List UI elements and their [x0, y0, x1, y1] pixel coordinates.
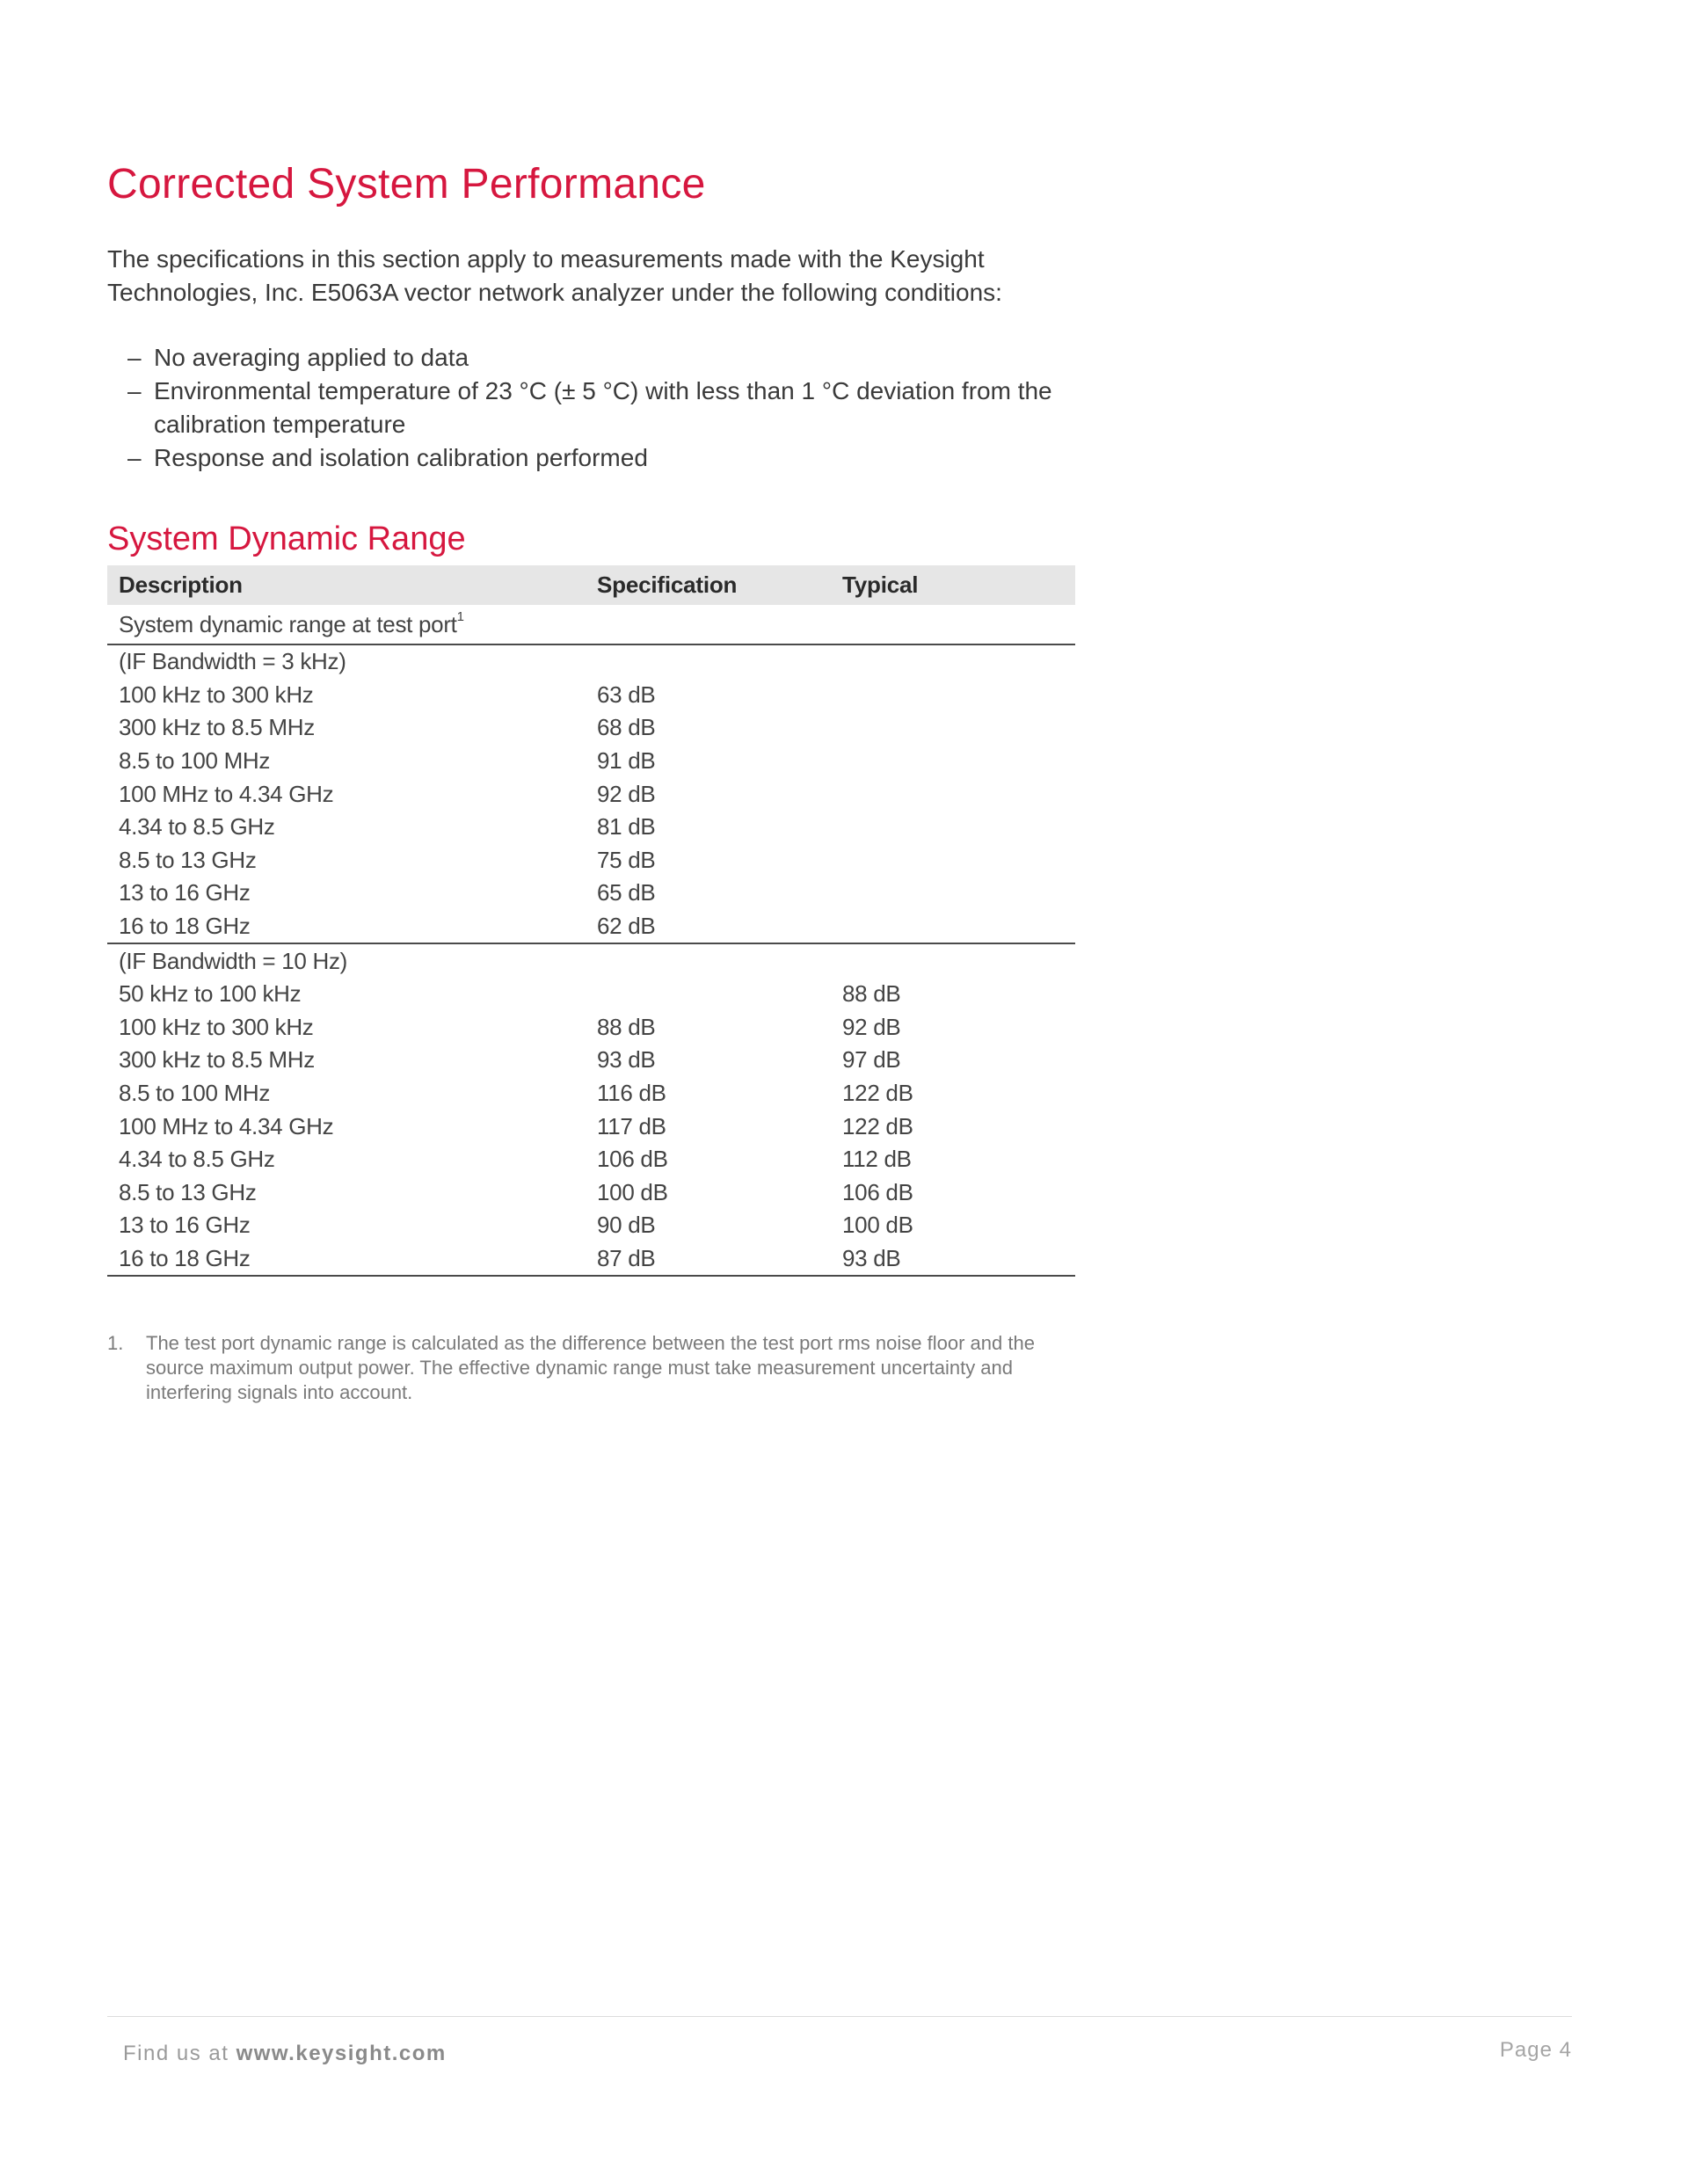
cell-range: 4.34 to 8.5 GHz	[119, 813, 275, 841]
cell-range: 8.5 to 100 MHz	[119, 747, 271, 775]
cell-typical: 122 dB	[842, 1112, 913, 1139]
condition-text: No averaging applied to data	[154, 344, 469, 371]
cell-typical: 97 dB	[842, 1046, 901, 1074]
cell-typical: 122 dB	[842, 1080, 913, 1107]
cell-range: 100 kHz to 300 kHz	[119, 1013, 314, 1040]
cell-typical: 100 dB	[842, 1212, 913, 1239]
cell-range: 13 to 16 GHz	[119, 1212, 251, 1239]
cell-specification: 63 dB	[597, 681, 656, 708]
cell-range: 100 kHz to 300 kHz	[119, 681, 314, 708]
cell-specification: 87 dB	[586, 1242, 831, 1277]
conditions-list	[107, 341, 1110, 475]
footer-find-prefix: Find us at	[123, 2042, 229, 2065]
header-typical: Typical	[831, 565, 1075, 605]
table-row	[107, 1077, 1075, 1110]
cell-specification: 65 dB	[597, 879, 656, 906]
cell-range: 300 kHz to 8.5 MHz	[119, 714, 315, 741]
table-subtitle: System dynamic range at test port	[119, 610, 457, 637]
table-header-row	[107, 565, 1075, 605]
cell-range: 300 kHz to 8.5 MHz	[119, 1046, 315, 1074]
cell-specification: 88 dB	[597, 1013, 656, 1040]
table-row	[107, 1110, 1075, 1143]
condition-text: Response and isolation calibration performed	[154, 444, 648, 471]
table-subtitle-cell	[107, 605, 1075, 644]
dynamic-range-table	[107, 565, 1075, 1277]
cell-typical	[831, 910, 1075, 944]
footnote-ref: 1	[456, 608, 464, 624]
cell-typical	[831, 844, 1075, 877]
cell-specification: 75 dB	[597, 846, 656, 873]
cell-range: 100 MHz to 4.34 GHz	[119, 1112, 334, 1139]
cell-range: 16 to 18 GHz	[107, 1242, 586, 1277]
intro-paragraph: The specifications in this section apply to measurements made with the Keysight Technologies, Inc. E5063A vector network analyzer under the following conditions:	[107, 245, 1002, 306]
table-row	[107, 811, 1075, 844]
cell-specification: 62 dB	[586, 910, 831, 944]
cell-typical: 112 dB	[842, 1146, 912, 1173]
condition-text: Environmental temperature of 23 °C (± 5 °C) with less than 1 °C deviation from the calibration temperature	[154, 377, 1052, 438]
cell-range: 13 to 16 GHz	[119, 879, 251, 906]
cell-typical	[831, 679, 1075, 712]
cell-typical	[831, 877, 1075, 910]
footnote-text: The test port dynamic range is calculated as the difference between the test port rms noise floor and the source maximum output power. The effective dynamic range must take measurement uncertainty and interfering signals into account.	[146, 1332, 1035, 1403]
cell-range: 8.5 to 100 MHz	[119, 1080, 271, 1107]
page-title: Corrected System Performance	[107, 161, 706, 207]
cell-range: 16 to 18 GHz	[107, 910, 586, 944]
table-row	[107, 745, 1075, 778]
cell-range: 8.5 to 13 GHz	[119, 1178, 257, 1205]
cell-specification: 106 dB	[597, 1146, 668, 1173]
page-number: Page 4	[1499, 2038, 1572, 2062]
table-row	[107, 711, 1075, 745]
table-row	[107, 877, 1075, 910]
cell-range: 100 MHz to 4.34 GHz	[119, 780, 334, 807]
group-label-row	[107, 943, 1075, 978]
cell-specification	[586, 978, 831, 1011]
dash-bullet: –	[127, 344, 142, 371]
cell-specification: 117 dB	[597, 1112, 666, 1139]
table-row	[107, 1176, 1075, 1210]
table-row	[107, 1011, 1075, 1045]
group-label: (IF Bandwidth = 3 kHz)	[119, 648, 346, 675]
cell-typical: 106 dB	[842, 1178, 913, 1205]
condition-item	[107, 341, 1110, 375]
table-row	[107, 910, 1075, 944]
footer-find-us	[123, 2042, 447, 2066]
table-row	[107, 1209, 1075, 1242]
cell-typical: 93 dB	[831, 1242, 1075, 1277]
cell-specification: 93 dB	[597, 1046, 656, 1074]
cell-specification: 100 dB	[597, 1178, 668, 1205]
group-label-row	[107, 644, 1075, 679]
cell-specification: 68 dB	[597, 714, 656, 741]
dash-bullet: –	[127, 377, 142, 404]
group-label: (IF Bandwidth = 10 Hz)	[119, 947, 348, 974]
table-row	[107, 777, 1075, 811]
cell-typical	[831, 711, 1075, 745]
footnote-number: 1.	[107, 1332, 124, 1354]
cell-range: 4.34 to 8.5 GHz	[119, 1146, 275, 1173]
condition-item	[107, 441, 1110, 475]
table-row	[107, 1044, 1075, 1077]
table-row	[107, 1143, 1075, 1176]
cell-range: 50 kHz to 100 kHz	[119, 980, 302, 1008]
cell-specification: 116 dB	[597, 1080, 666, 1107]
dash-bullet: –	[127, 444, 142, 471]
group2-body	[107, 978, 1075, 1276]
section-title: System Dynamic Range	[107, 521, 466, 557]
footer-divider	[107, 2016, 1572, 2017]
table-row	[107, 679, 1075, 712]
cell-typical: 92 dB	[842, 1013, 901, 1040]
cell-typical	[831, 745, 1075, 778]
table-row	[107, 844, 1075, 877]
cell-specification: 91 dB	[597, 747, 656, 775]
cell-typical	[831, 777, 1075, 811]
header-specification: Specification	[586, 565, 831, 605]
cell-specification: 90 dB	[597, 1212, 656, 1239]
condition-item	[107, 375, 1110, 441]
cell-typical: 88 dB	[842, 980, 901, 1008]
cell-specification: 81 dB	[597, 813, 656, 841]
table-subtitle-row	[107, 605, 1075, 644]
footer-url-link[interactable]: www.keysight.com	[236, 2042, 447, 2065]
table-row	[107, 1242, 1075, 1277]
table-row	[107, 978, 1075, 1011]
header-description: Description	[107, 565, 586, 605]
cell-specification: 92 dB	[597, 780, 656, 807]
group1-body	[107, 679, 1075, 944]
cell-range: 8.5 to 13 GHz	[119, 846, 257, 873]
footnote	[107, 1331, 1083, 1405]
cell-typical	[831, 811, 1075, 844]
